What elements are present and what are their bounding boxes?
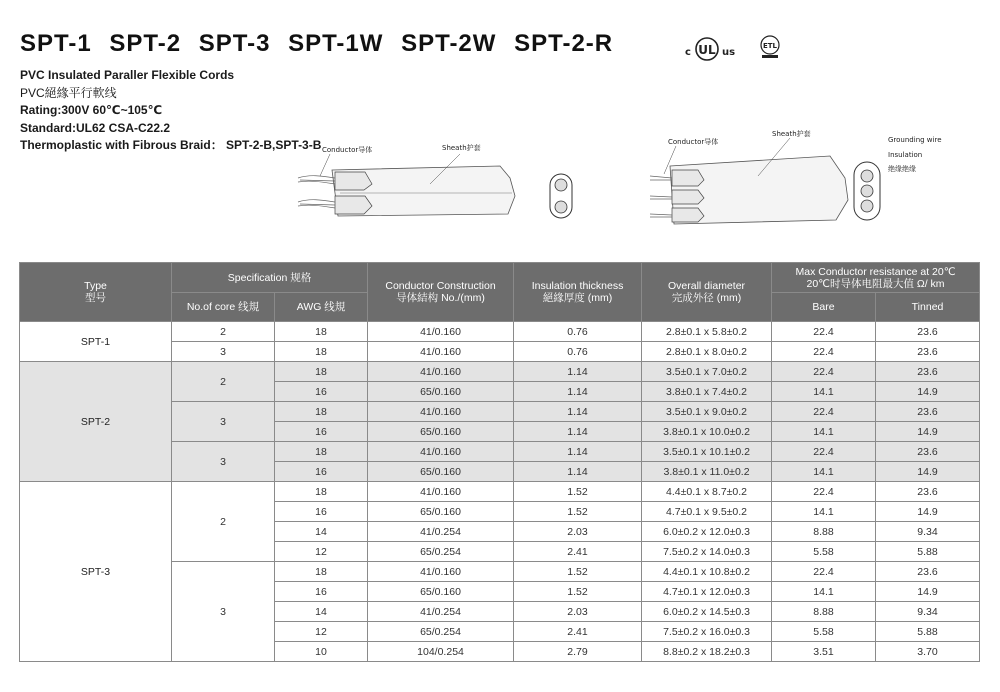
cable-diagram-3core	[640, 128, 970, 228]
bare-cell: 5.58	[772, 622, 876, 642]
core-cell: 2	[172, 482, 275, 562]
insulation-cell: 1.52	[514, 482, 642, 502]
diameter-cell: 4.4±0.1 x 8.7±0.2	[642, 482, 772, 502]
conductor-label: Conductor导体	[668, 138, 719, 146]
construction-cell: 65/0.160	[368, 382, 514, 402]
bare-cell: 14.1	[772, 462, 876, 482]
construction-cell: 65/0.160	[368, 462, 514, 482]
tinned-cell: 3.70	[876, 642, 980, 662]
spec-rating: Rating:300V 60℃~105℃	[20, 103, 163, 117]
cross-section-3core	[854, 162, 880, 220]
tinned-cell: 14.9	[876, 502, 980, 522]
construction-cell: 41/0.160	[368, 482, 514, 502]
construction-cell: 65/0.254	[368, 622, 514, 642]
tinned-cell: 14.9	[876, 382, 980, 402]
bare-cell: 14.1	[772, 422, 876, 442]
spec-description-cn: PVC絕緣平行軟线	[20, 85, 117, 100]
diameter-cell: 7.5±0.2 x 16.0±0.3	[642, 622, 772, 642]
insulation-cell: 2.41	[514, 542, 642, 562]
diameter-cell: 4.7±0.1 x 12.0±0.3	[642, 582, 772, 602]
diameter-cell: 6.0±0.2 x 12.0±0.3	[642, 522, 772, 542]
cable-body	[650, 156, 848, 224]
awg-cell: 16	[275, 422, 368, 442]
diameter-cell: 3.8±0.1 x 7.4±0.2	[642, 382, 772, 402]
awg-cell: 16	[275, 462, 368, 482]
spec-table-body	[20, 322, 980, 662]
construction-cell: 104/0.254	[368, 642, 514, 662]
tinned-cell: 9.34	[876, 602, 980, 622]
bare-cell: 3.51	[772, 642, 876, 662]
header-type: Type 型号	[20, 263, 172, 322]
bare-cell: 14.1	[772, 382, 876, 402]
header-insulation: Insulation thickness 絕緣厚度 (mm)	[514, 263, 642, 322]
awg-cell: 16	[275, 582, 368, 602]
tinned-cell: 23.6	[876, 402, 980, 422]
awg-cell: 10	[275, 642, 368, 662]
awg-cell: 16	[275, 382, 368, 402]
diameter-cell: 3.5±0.1 x 9.0±0.2	[642, 402, 772, 422]
bare-cell: 22.4	[772, 342, 876, 362]
construction-cell: 41/0.160	[368, 362, 514, 382]
tinned-cell: 14.9	[876, 582, 980, 602]
construction-cell: 65/0.254	[368, 542, 514, 562]
insulation-cell: 1.14	[514, 442, 642, 462]
insulation-cell: 1.14	[514, 382, 642, 402]
awg-cell: 18	[275, 402, 368, 422]
core-cell: 3	[172, 562, 275, 662]
tinned-cell: 23.6	[876, 562, 980, 582]
header-awg: AWG 线規	[275, 293, 368, 322]
diameter-cell: 4.4±0.1 x 10.8±0.2	[642, 562, 772, 582]
tinned-cell: 14.9	[876, 462, 980, 482]
cross-section-2core	[550, 174, 572, 218]
table-row	[20, 482, 980, 502]
ul-mark: UL	[698, 43, 716, 57]
cable-diagram-2core	[290, 138, 590, 223]
awg-cell: 12	[275, 542, 368, 562]
diameter-cell: 3.5±0.1 x 7.0±0.2	[642, 362, 772, 382]
table-row	[20, 322, 980, 342]
construction-cell: 41/0.160	[368, 562, 514, 582]
tinned-cell: 23.6	[876, 362, 980, 382]
ul-us-mark: us	[722, 47, 736, 58]
bare-cell: 22.4	[772, 562, 876, 582]
tinned-cell: 5.88	[876, 542, 980, 562]
bare-cell: 22.4	[772, 402, 876, 422]
awg-cell: 18	[275, 322, 368, 342]
construction-cell: 65/0.160	[368, 502, 514, 522]
header-cores: No.of core 线規	[172, 293, 275, 322]
certification-logos	[683, 34, 793, 66]
insulation-cell: 1.14	[514, 462, 642, 482]
insulation-cell: 2.03	[514, 602, 642, 622]
page-title: SPT-1 SPT-2 SPT-3 SPT-1W SPT-2W SPT-2-R	[20, 30, 614, 57]
insulation-cell: 0.76	[514, 322, 642, 342]
core-cell: 3	[172, 342, 275, 362]
diameter-cell: 7.5±0.2 x 14.0±0.3	[642, 542, 772, 562]
header-specification: Specification 规格	[172, 263, 368, 293]
tinned-cell: 23.6	[876, 442, 980, 462]
spec-braid-value: SPT-2-B,SPT-3-B	[226, 138, 322, 152]
bare-cell: 5.58	[772, 542, 876, 562]
spec-table	[19, 262, 980, 662]
bare-cell: 14.1	[772, 502, 876, 522]
insulation-cell: 1.52	[514, 502, 642, 522]
construction-cell: 41/0.160	[368, 442, 514, 462]
diameter-cell: 3.5±0.1 x 10.1±0.2	[642, 442, 772, 462]
construction-cell: 41/0.160	[368, 342, 514, 362]
bare-cell: 8.88	[772, 522, 876, 542]
type-cell: SPT-2	[20, 362, 172, 482]
insulation-cell: 2.03	[514, 522, 642, 542]
awg-cell: 14	[275, 602, 368, 622]
spec-summary	[20, 67, 321, 155]
tinned-cell: 23.6	[876, 342, 980, 362]
awg-cell: 14	[275, 522, 368, 542]
spec-description: PVC Insulated Paraller Flexible Cords	[20, 68, 235, 82]
type-cell: SPT-1	[20, 322, 172, 362]
insulation-cell: 1.52	[514, 582, 642, 602]
diameter-cell: 3.8±0.1 x 11.0±0.2	[642, 462, 772, 482]
conductor-label: Conductor导体	[322, 146, 373, 154]
construction-cell: 65/0.160	[368, 582, 514, 602]
etl-mark: ETL	[762, 42, 778, 50]
diameter-cell: 3.8±0.1 x 10.0±0.2	[642, 422, 772, 442]
type-cell: SPT-3	[20, 482, 172, 662]
spec-standard: Standard:UL62 CSA-C22.2	[20, 120, 171, 135]
insulation-cell: 1.14	[514, 422, 642, 442]
header-diameter: Overall diameter 完成外径 (mm)	[642, 263, 772, 322]
awg-cell: 18	[275, 562, 368, 582]
construction-cell: 41/0.160	[368, 402, 514, 422]
sheath-label: Sheath护套	[772, 130, 811, 138]
insulation-cell: 0.76	[514, 342, 642, 362]
ul-etl-logo-icon	[683, 34, 793, 66]
construction-cell: 65/0.160	[368, 422, 514, 442]
awg-cell: 18	[275, 482, 368, 502]
insulation-cell: 1.14	[514, 362, 642, 382]
bare-cell: 22.4	[772, 362, 876, 382]
insulation-cell: 1.52	[514, 562, 642, 582]
diameter-cell: 4.7±0.1 x 9.5±0.2	[642, 502, 772, 522]
core-cell: 3	[172, 402, 275, 442]
diameter-cell: 8.8±0.2 x 18.2±0.3	[642, 642, 772, 662]
sheath-label: Sheath护套	[442, 144, 481, 152]
header-tinned: Tinned	[876, 293, 980, 322]
awg-cell: 18	[275, 442, 368, 462]
tinned-cell: 23.6	[876, 322, 980, 342]
insulation-cell: 1.14	[514, 402, 642, 422]
core-cell: 2	[172, 362, 275, 402]
insulation-cell: 2.79	[514, 642, 642, 662]
diameter-cell: 2.8±0.1 x 8.0±0.2	[642, 342, 772, 362]
awg-cell: 18	[275, 342, 368, 362]
header-conductor: Conductor Construction 导体結构 No./(mm)	[368, 263, 514, 322]
spec-braid-label: Thermoplastic with Fibrous Braid：	[20, 138, 223, 152]
spec-braid	[20, 137, 321, 155]
insulation-cell: 2.41	[514, 622, 642, 642]
tinned-cell: 5.88	[876, 622, 980, 642]
awg-cell: 16	[275, 502, 368, 522]
cable-body	[298, 166, 515, 216]
bare-cell: 22.4	[772, 442, 876, 462]
construction-cell: 41/0.160	[368, 322, 514, 342]
insulation-label-cn: 绝缘绝缘	[888, 165, 916, 173]
table-row	[20, 362, 980, 382]
diameter-cell: 6.0±0.2 x 14.5±0.3	[642, 602, 772, 622]
core-cell: 3	[172, 442, 275, 482]
header-resistance: Max Conductor resistance at 20℃ 20℃时导体电阻最大值 Ω/ km	[772, 263, 980, 293]
awg-cell: 12	[275, 622, 368, 642]
tinned-cell: 14.9	[876, 422, 980, 442]
ul-c-mark: c	[685, 47, 691, 58]
header-bare: Bare	[772, 293, 876, 322]
construction-cell: 41/0.254	[368, 602, 514, 622]
insulation-label: Insulation	[888, 151, 923, 159]
construction-cell: 41/0.254	[368, 522, 514, 542]
grounding-wire-label: Grounding wire	[888, 136, 942, 144]
bare-cell: 22.4	[772, 322, 876, 342]
tinned-cell: 9.34	[876, 522, 980, 542]
core-cell: 2	[172, 322, 275, 342]
diameter-cell: 2.8±0.1 x 5.8±0.2	[642, 322, 772, 342]
bare-cell: 22.4	[772, 482, 876, 502]
bare-cell: 14.1	[772, 582, 876, 602]
tinned-cell: 23.6	[876, 482, 980, 502]
awg-cell: 18	[275, 362, 368, 382]
bare-cell: 8.88	[772, 602, 876, 622]
